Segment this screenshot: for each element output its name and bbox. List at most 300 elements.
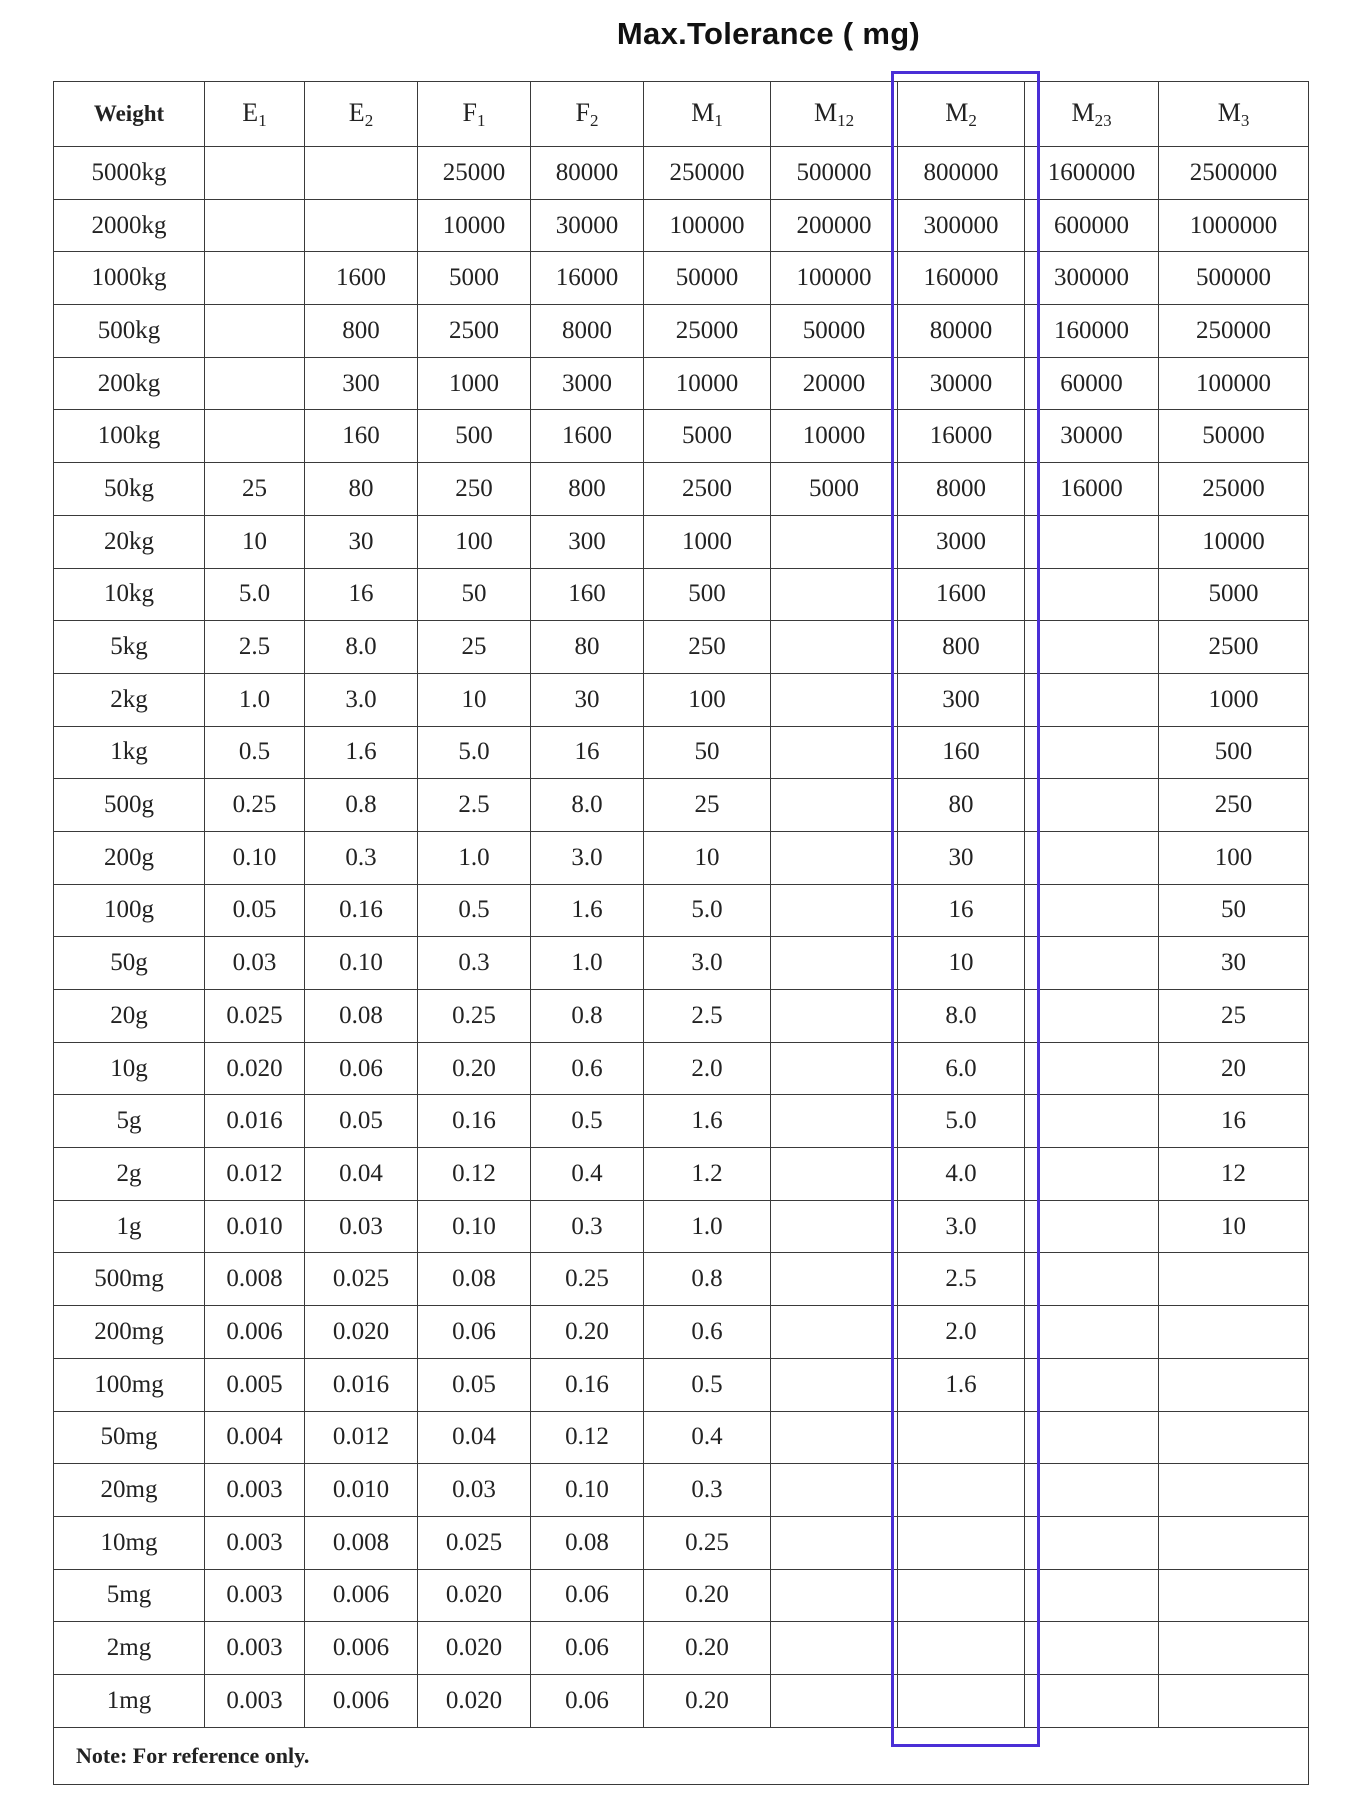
tolerance-cell: 16000 bbox=[1025, 463, 1159, 516]
class-letter: F bbox=[575, 97, 590, 127]
tolerance-cell bbox=[771, 1464, 898, 1517]
table-row bbox=[54, 1464, 1309, 1517]
tolerance-cell: 10 bbox=[418, 673, 531, 726]
class-subscript: 1 bbox=[476, 110, 486, 130]
tolerance-cell: 2500 bbox=[418, 305, 531, 358]
tolerance-cell: 1.6 bbox=[305, 726, 418, 779]
tolerance-cell: 5000 bbox=[644, 410, 771, 463]
weight-cell: 500g bbox=[54, 779, 205, 832]
tolerance-cell: 0.25 bbox=[418, 990, 531, 1043]
weight-cell: 100kg bbox=[54, 410, 205, 463]
tolerance-cell: 0.08 bbox=[531, 1516, 644, 1569]
tolerance-cell: 30000 bbox=[898, 357, 1025, 410]
tolerance-cell bbox=[1025, 1516, 1159, 1569]
tolerance-cell bbox=[1025, 1622, 1159, 1675]
class-subscript: 12 bbox=[837, 110, 855, 130]
tolerance-cell: 0.05 bbox=[305, 1095, 418, 1148]
tolerance-cell bbox=[1159, 1253, 1309, 1306]
tolerance-cell: 10 bbox=[205, 515, 305, 568]
tolerance-cell: 0.020 bbox=[418, 1569, 531, 1622]
tolerance-cell: 0.25 bbox=[531, 1253, 644, 1306]
weight-cell: 10g bbox=[54, 1042, 205, 1095]
class-subscript: 2 bbox=[968, 110, 977, 130]
tolerance-cell: 8.0 bbox=[305, 621, 418, 674]
weight-column-header: Weight bbox=[54, 82, 205, 147]
weight-cell: 200kg bbox=[54, 357, 205, 410]
tolerance-cell: 80000 bbox=[531, 147, 644, 200]
tolerance-cell: 1.6 bbox=[644, 1095, 771, 1148]
class-header-e1 bbox=[205, 82, 305, 147]
tolerance-cell: 300 bbox=[305, 357, 418, 410]
class-letter: E bbox=[348, 97, 365, 127]
tolerance-cell bbox=[1025, 990, 1159, 1043]
tolerance-cell: 0.5 bbox=[418, 884, 531, 937]
tolerance-cell: 800 bbox=[531, 463, 644, 516]
class-letter: M bbox=[813, 97, 838, 127]
tolerance-cell bbox=[305, 147, 418, 200]
class-header-f2 bbox=[531, 82, 644, 147]
weight-cell: 200mg bbox=[54, 1306, 205, 1359]
tolerance-cell bbox=[1025, 673, 1159, 726]
class-header-m23 bbox=[1025, 82, 1159, 147]
tolerance-cell: 20000 bbox=[771, 357, 898, 410]
weight-cell: 10kg bbox=[54, 568, 205, 621]
table-row bbox=[54, 1622, 1309, 1675]
tolerance-cell bbox=[1159, 1306, 1309, 1359]
tolerance-cell: 80 bbox=[898, 779, 1025, 832]
tolerance-cell bbox=[771, 1674, 898, 1727]
tolerance-cell bbox=[1025, 1674, 1159, 1727]
tolerance-cell: 1000 bbox=[644, 515, 771, 568]
tolerance-cell: 0.8 bbox=[305, 779, 418, 832]
tolerance-cell: 60000 bbox=[1025, 357, 1159, 410]
tolerance-cell: 0.006 bbox=[305, 1674, 418, 1727]
tolerance-cell: 0.08 bbox=[418, 1253, 531, 1306]
table-row bbox=[54, 410, 1309, 463]
weight-cell: 500kg bbox=[54, 305, 205, 358]
tolerance-cell bbox=[1025, 568, 1159, 621]
tolerance-cell: 2.0 bbox=[644, 1042, 771, 1095]
weight-cell: 5g bbox=[54, 1095, 205, 1148]
tolerance-cell: 2500000 bbox=[1159, 147, 1309, 200]
tolerance-cell: 0.010 bbox=[305, 1464, 418, 1517]
table-row bbox=[54, 884, 1309, 937]
note-row bbox=[54, 1727, 1309, 1784]
tolerance-cell bbox=[771, 1148, 898, 1201]
tolerance-cell: 0.03 bbox=[305, 1200, 418, 1253]
tolerance-cell: 25 bbox=[418, 621, 531, 674]
table-row bbox=[54, 779, 1309, 832]
weight-cell: 2mg bbox=[54, 1622, 205, 1675]
tolerance-cell bbox=[1025, 1095, 1159, 1148]
tolerance-cell bbox=[771, 831, 898, 884]
tolerance-cell: 500000 bbox=[1159, 252, 1309, 305]
tolerance-cell: 0.10 bbox=[418, 1200, 531, 1253]
tolerance-cell bbox=[1159, 1358, 1309, 1411]
tolerance-cell: 0.08 bbox=[305, 990, 418, 1043]
tolerance-cell: 100000 bbox=[771, 252, 898, 305]
tolerance-cell: 0.5 bbox=[644, 1358, 771, 1411]
table-row bbox=[54, 252, 1309, 305]
tolerance-cell: 0.003 bbox=[205, 1569, 305, 1622]
tolerance-cell: 100 bbox=[644, 673, 771, 726]
tolerance-cell: 160 bbox=[531, 568, 644, 621]
tolerance-cell: 3.0 bbox=[644, 937, 771, 990]
tolerance-cell: 0.3 bbox=[531, 1200, 644, 1253]
weight-cell: 50g bbox=[54, 937, 205, 990]
tolerance-cell: 300 bbox=[898, 673, 1025, 726]
tolerance-cell: 50000 bbox=[644, 252, 771, 305]
tolerance-cell: 250 bbox=[1159, 779, 1309, 832]
tolerance-cell: 16 bbox=[531, 726, 644, 779]
tolerance-cell: 0.003 bbox=[205, 1464, 305, 1517]
tolerance-cell: 3000 bbox=[898, 515, 1025, 568]
tolerance-cell: 30 bbox=[531, 673, 644, 726]
tolerance-cell: 2500 bbox=[1159, 621, 1309, 674]
weight-cell: 100mg bbox=[54, 1358, 205, 1411]
tolerance-cell bbox=[1025, 831, 1159, 884]
table-row bbox=[54, 1569, 1309, 1622]
tolerance-cell bbox=[205, 199, 305, 252]
tolerance-cell: 160 bbox=[898, 726, 1025, 779]
tolerance-cell: 0.20 bbox=[644, 1569, 771, 1622]
tolerance-cell: 1000 bbox=[418, 357, 531, 410]
table-row bbox=[54, 463, 1309, 516]
tolerance-cell bbox=[771, 1516, 898, 1569]
table-row bbox=[54, 1516, 1309, 1569]
class-letter: M bbox=[1217, 97, 1241, 127]
tolerance-cell: 0.16 bbox=[418, 1095, 531, 1148]
table-row bbox=[54, 621, 1309, 674]
tolerance-cell: 30 bbox=[305, 515, 418, 568]
tolerance-cell bbox=[771, 673, 898, 726]
tolerance-cell: 1600 bbox=[898, 568, 1025, 621]
tolerance-cell: 16 bbox=[1159, 1095, 1309, 1148]
tolerance-cell: 0.06 bbox=[531, 1674, 644, 1727]
tolerance-cell bbox=[1025, 515, 1159, 568]
tolerance-cell: 0.10 bbox=[305, 937, 418, 990]
class-letter: M bbox=[691, 97, 715, 127]
tolerance-cell bbox=[205, 357, 305, 410]
page-title: Max.Tolerance ( mg) bbox=[616, 16, 921, 51]
table-row bbox=[54, 990, 1309, 1043]
tolerance-cell bbox=[771, 1622, 898, 1675]
weight-cell: 5mg bbox=[54, 1569, 205, 1622]
tolerance-cell: 0.25 bbox=[644, 1516, 771, 1569]
tolerance-cell: 8000 bbox=[898, 463, 1025, 516]
tolerance-cell: 0.5 bbox=[205, 726, 305, 779]
tolerance-cell: 0.003 bbox=[205, 1516, 305, 1569]
tolerance-cell: 80 bbox=[531, 621, 644, 674]
class-header-m12 bbox=[771, 82, 898, 147]
tolerance-cell: 5000 bbox=[1159, 568, 1309, 621]
tolerance-cell bbox=[1025, 1253, 1159, 1306]
tolerance-cell: 10000 bbox=[771, 410, 898, 463]
tolerance-cell: 0.20 bbox=[531, 1306, 644, 1359]
table-row bbox=[54, 726, 1309, 779]
tolerance-cell: 0.12 bbox=[418, 1148, 531, 1201]
tolerance-cell bbox=[1025, 1200, 1159, 1253]
table-row bbox=[54, 199, 1309, 252]
tolerance-cell bbox=[205, 305, 305, 358]
tolerance-cell bbox=[771, 568, 898, 621]
tolerance-cell: 30 bbox=[1159, 937, 1309, 990]
tolerance-cell: 0.008 bbox=[305, 1516, 418, 1569]
class-letter: F bbox=[462, 97, 477, 127]
tolerance-cell bbox=[898, 1622, 1025, 1675]
table-row bbox=[54, 1200, 1309, 1253]
tolerance-cell bbox=[771, 1253, 898, 1306]
tolerance-cell bbox=[898, 1411, 1025, 1464]
tolerance-cell bbox=[1025, 1042, 1159, 1095]
tolerance-cell: 0.06 bbox=[531, 1569, 644, 1622]
tolerance-cell bbox=[205, 147, 305, 200]
tolerance-cell: 0.10 bbox=[531, 1464, 644, 1517]
tolerance-cell: 0.05 bbox=[418, 1358, 531, 1411]
tolerance-cell: 1600000 bbox=[1025, 147, 1159, 200]
tolerance-cell bbox=[771, 884, 898, 937]
table-row bbox=[54, 1358, 1309, 1411]
weight-cell: 2g bbox=[54, 1148, 205, 1201]
tolerance-cell: 300000 bbox=[1025, 252, 1159, 305]
tolerance-cell bbox=[1025, 1411, 1159, 1464]
tolerance-cell: 0.005 bbox=[205, 1358, 305, 1411]
tolerance-cell: 800000 bbox=[898, 147, 1025, 200]
tolerance-table bbox=[53, 81, 1309, 1785]
tolerance-cell bbox=[1025, 621, 1159, 674]
tolerance-cell: 0.4 bbox=[644, 1411, 771, 1464]
tolerance-cell: 5000 bbox=[771, 463, 898, 516]
tolerance-cell: 0.006 bbox=[305, 1569, 418, 1622]
weight-cell: 20kg bbox=[54, 515, 205, 568]
table-row bbox=[54, 357, 1309, 410]
class-letter: E bbox=[242, 97, 259, 127]
tolerance-cell bbox=[771, 1200, 898, 1253]
class-header-e2 bbox=[305, 82, 418, 147]
tolerance-cell: 2.5 bbox=[205, 621, 305, 674]
tolerance-cell: 100 bbox=[418, 515, 531, 568]
tolerance-cell: 5.0 bbox=[205, 568, 305, 621]
weight-cell: 100g bbox=[54, 884, 205, 937]
table-row bbox=[54, 147, 1309, 200]
tolerance-cell: 8000 bbox=[531, 305, 644, 358]
table-footer bbox=[54, 1727, 1309, 1784]
class-letter: M bbox=[1071, 97, 1095, 127]
tolerance-cell: 100 bbox=[1159, 831, 1309, 884]
tolerance-cell: 1.0 bbox=[644, 1200, 771, 1253]
table-row bbox=[54, 1148, 1309, 1201]
tolerance-cell: 25000 bbox=[1159, 463, 1309, 516]
tolerance-cell: 5.0 bbox=[644, 884, 771, 937]
tolerance-cell: 500 bbox=[644, 568, 771, 621]
table-row bbox=[54, 831, 1309, 884]
tolerance-cell: 1.0 bbox=[531, 937, 644, 990]
tolerance-cell: 1000000 bbox=[1159, 199, 1309, 252]
class-subscript: 2 bbox=[364, 110, 374, 130]
weight-cell: 5000kg bbox=[54, 147, 205, 200]
tolerance-cell: 0.04 bbox=[305, 1148, 418, 1201]
class-subscript: 23 bbox=[1094, 110, 1112, 130]
tolerance-cell: 5000 bbox=[418, 252, 531, 305]
tolerance-cell: 0.3 bbox=[305, 831, 418, 884]
tolerance-cell: 500000 bbox=[771, 147, 898, 200]
tolerance-cell bbox=[771, 1411, 898, 1464]
tolerance-cell: 160000 bbox=[898, 252, 1025, 305]
tolerance-cell: 250 bbox=[418, 463, 531, 516]
table-row bbox=[54, 568, 1309, 621]
tolerance-cell: 4.0 bbox=[898, 1148, 1025, 1201]
tolerance-cell bbox=[1159, 1622, 1309, 1675]
tolerance-cell bbox=[1159, 1569, 1309, 1622]
tolerance-cell: 0.020 bbox=[418, 1622, 531, 1675]
tolerance-cell bbox=[898, 1464, 1025, 1517]
tolerance-cell bbox=[771, 726, 898, 779]
tolerance-cell bbox=[1025, 1148, 1159, 1201]
tolerance-cell: 0.004 bbox=[205, 1411, 305, 1464]
tolerance-cell: 0.3 bbox=[644, 1464, 771, 1517]
tolerance-cell: 0.05 bbox=[205, 884, 305, 937]
tolerance-cell: 3000 bbox=[531, 357, 644, 410]
tolerance-cell: 50000 bbox=[1159, 410, 1309, 463]
class-subscript: 1 bbox=[714, 110, 723, 130]
tolerance-cell: 0.012 bbox=[305, 1411, 418, 1464]
tolerance-cell: 300000 bbox=[898, 199, 1025, 252]
weight-cell: 1mg bbox=[54, 1674, 205, 1727]
table-body bbox=[54, 147, 1309, 1728]
tolerance-cell: 1.6 bbox=[898, 1358, 1025, 1411]
tolerance-cell: 5.0 bbox=[418, 726, 531, 779]
tolerance-cell: 0.03 bbox=[418, 1464, 531, 1517]
tolerance-cell: 1.6 bbox=[531, 884, 644, 937]
tolerance-cell: 0.03 bbox=[205, 937, 305, 990]
tolerance-cell: 0.008 bbox=[205, 1253, 305, 1306]
tolerance-cell: 0.04 bbox=[418, 1411, 531, 1464]
tolerance-cell bbox=[771, 779, 898, 832]
table-row bbox=[54, 1306, 1309, 1359]
weight-cell: 1g bbox=[54, 1200, 205, 1253]
tolerance-cell: 300 bbox=[531, 515, 644, 568]
tolerance-cell: 16000 bbox=[531, 252, 644, 305]
class-letter: M bbox=[945, 97, 969, 127]
tolerance-cell: 0.16 bbox=[305, 884, 418, 937]
tolerance-cell: 25 bbox=[205, 463, 305, 516]
tolerance-cell: 0.20 bbox=[418, 1042, 531, 1095]
tolerance-cell: 50000 bbox=[771, 305, 898, 358]
tolerance-cell: 16000 bbox=[898, 410, 1025, 463]
table-header bbox=[54, 82, 1309, 147]
tolerance-cell: 0.8 bbox=[531, 990, 644, 1043]
tolerance-cell: 0.06 bbox=[418, 1306, 531, 1359]
table-row bbox=[54, 1253, 1309, 1306]
tolerance-cell: 16 bbox=[305, 568, 418, 621]
tolerance-cell: 800 bbox=[305, 305, 418, 358]
tolerance-cell bbox=[771, 937, 898, 990]
tolerance-cell: 250000 bbox=[1159, 305, 1309, 358]
weight-cell: 2kg bbox=[54, 673, 205, 726]
tolerance-cell: 250000 bbox=[644, 147, 771, 200]
tolerance-cell: 80 bbox=[305, 463, 418, 516]
tolerance-cell: 0.006 bbox=[305, 1622, 418, 1675]
weight-cell: 5kg bbox=[54, 621, 205, 674]
tolerance-cell: 0.025 bbox=[418, 1516, 531, 1569]
tolerance-cell: 25 bbox=[644, 779, 771, 832]
header-row bbox=[54, 82, 1309, 147]
tolerance-cell: 0.06 bbox=[531, 1622, 644, 1675]
table-row bbox=[54, 673, 1309, 726]
tolerance-cell: 10 bbox=[644, 831, 771, 884]
tolerance-cell bbox=[205, 252, 305, 305]
tolerance-cell: 0.20 bbox=[644, 1674, 771, 1727]
tolerance-cell bbox=[771, 1306, 898, 1359]
tolerance-cell: 0.016 bbox=[305, 1358, 418, 1411]
tolerance-cell: 2.0 bbox=[898, 1306, 1025, 1359]
weight-cell: 50kg bbox=[54, 463, 205, 516]
tolerance-cell: 0.3 bbox=[418, 937, 531, 990]
tolerance-cell: 1.0 bbox=[205, 673, 305, 726]
tolerance-cell: 1.0 bbox=[418, 831, 531, 884]
tolerance-cell: 160 bbox=[305, 410, 418, 463]
tolerance-cell: 160000 bbox=[1025, 305, 1159, 358]
tolerance-cell: 3.0 bbox=[531, 831, 644, 884]
tolerance-cell bbox=[205, 410, 305, 463]
tolerance-cell: 80000 bbox=[898, 305, 1025, 358]
weight-cell: 1000kg bbox=[54, 252, 205, 305]
tolerance-cell: 0.8 bbox=[644, 1253, 771, 1306]
table-row bbox=[54, 1411, 1309, 1464]
table-row bbox=[54, 1095, 1309, 1148]
tolerance-cell: 10 bbox=[1159, 1200, 1309, 1253]
tolerance-cell: 100000 bbox=[644, 199, 771, 252]
class-header-m1 bbox=[644, 82, 771, 147]
tolerance-cell: 0.012 bbox=[205, 1148, 305, 1201]
tolerance-cell: 50 bbox=[418, 568, 531, 621]
tolerance-cell: 0.5 bbox=[531, 1095, 644, 1148]
tolerance-cell: 0.25 bbox=[205, 779, 305, 832]
tolerance-cell: 0.010 bbox=[205, 1200, 305, 1253]
tolerance-cell: 200000 bbox=[771, 199, 898, 252]
tolerance-cell: 12 bbox=[1159, 1148, 1309, 1201]
tolerance-cell: 50 bbox=[644, 726, 771, 779]
tolerance-cell: 600000 bbox=[1025, 199, 1159, 252]
tolerance-cell bbox=[305, 199, 418, 252]
tolerance-cell: 3.0 bbox=[305, 673, 418, 726]
note-text: Note: For reference only. bbox=[54, 1727, 1309, 1784]
tolerance-cell bbox=[1025, 726, 1159, 779]
tolerance-cell bbox=[771, 1095, 898, 1148]
weight-cell: 10mg bbox=[54, 1516, 205, 1569]
tolerance-cell bbox=[1025, 779, 1159, 832]
tolerance-cell: 16 bbox=[898, 884, 1025, 937]
tolerance-cell bbox=[771, 621, 898, 674]
tolerance-cell: 0.20 bbox=[644, 1622, 771, 1675]
tolerance-cell: 8.0 bbox=[898, 990, 1025, 1043]
tolerance-cell: 0.016 bbox=[205, 1095, 305, 1148]
tolerance-cell: 0.6 bbox=[644, 1306, 771, 1359]
class-subscript: 3 bbox=[1240, 110, 1250, 130]
tolerance-cell bbox=[898, 1674, 1025, 1727]
tolerance-cell: 0.020 bbox=[418, 1674, 531, 1727]
class-header-f1 bbox=[418, 82, 531, 147]
tolerance-cell bbox=[1159, 1464, 1309, 1517]
tolerance-cell: 0.003 bbox=[205, 1674, 305, 1727]
tolerance-cell: 1000 bbox=[1159, 673, 1309, 726]
tolerance-cell bbox=[1159, 1674, 1309, 1727]
tolerance-cell: 0.16 bbox=[531, 1358, 644, 1411]
tolerance-cell: 0.4 bbox=[531, 1148, 644, 1201]
tolerance-cell: 50 bbox=[1159, 884, 1309, 937]
tolerance-cell: 0.12 bbox=[531, 1411, 644, 1464]
tolerance-cell: 30 bbox=[898, 831, 1025, 884]
